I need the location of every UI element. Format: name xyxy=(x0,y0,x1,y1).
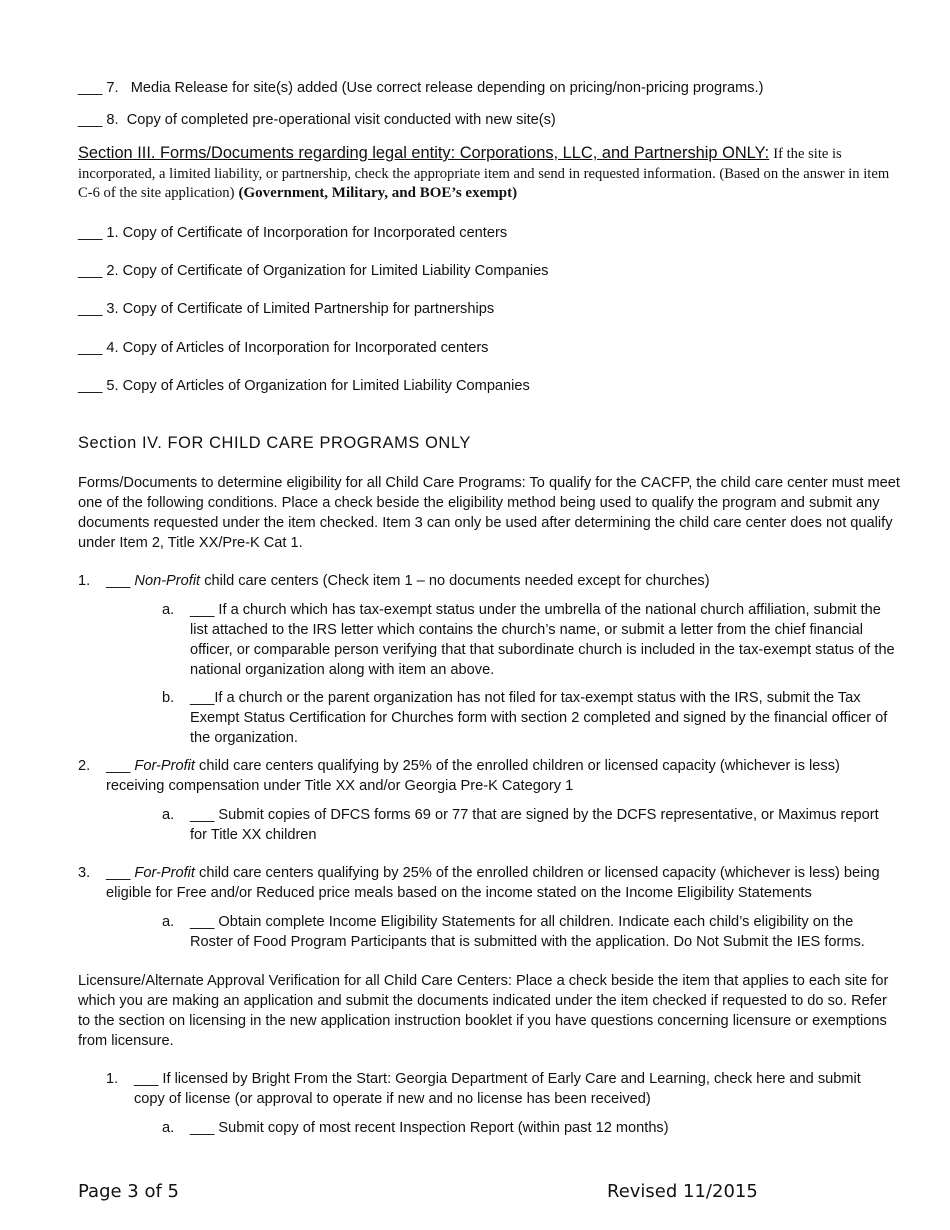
licensure-item-1a-letter: a. xyxy=(162,1120,175,1136)
licensure-item-1a: ___ Submit copy of most recent Inspection Report (within past 12 months) xyxy=(190,1120,669,1136)
section-3-header xyxy=(78,144,900,204)
eligibility-intro: Forms/Documents to determine eligibility for all Child Care Programs: To qualify for the CACFP, the child care center must meet one of the following conditions. Place a check beside the eligibility method being used to qualify the program and submit any documents requested under the item checked. Item 3 can only be used after determining the child care center does not qualify under Item 2, Title XX/Pre-K Cat 1. xyxy=(78,475,900,551)
section-3-intro: If the site is incorporated, a limited liability, or partnership, check the appropriate item and send in requested information. (Based on the answer in item C-6 of the site application) xyxy=(78,146,890,201)
legal-entity-item-2: ___ 2. Copy of Certificate of Organization for Limited Liability Companies xyxy=(78,263,549,279)
item-1a-letter: a. xyxy=(162,602,175,618)
eligibility-item-3a: ___ Obtain complete Income Eligibility Statements for all children. Indicate each child’s eligibility on the Roster of Food Program Participants that is submitted with the application. Do Not Submit the IES forms. xyxy=(190,914,865,950)
section-3-title: Section III. Forms/Documents regarding legal entity: Corporations, LLC, and Partnership ONLY: xyxy=(78,144,770,162)
item-3-number: 3. xyxy=(78,865,91,881)
licensure-intro: Licensure/Alternate Approval Verification for all Child Care Centers: Place a check beside the item that applies to each site for which you are making an application and submit the documents indicated under the item checked if requested to do so. Refer to the section on licensing in the new application instruction booklet if you have questions concerning licensure or exemptions from licensure. xyxy=(78,973,889,1049)
page-number: Page 3 of 5 xyxy=(78,1181,179,1202)
legal-entity-item-1: ___ 1. Copy of Certificate of Incorporation for Incorporated centers xyxy=(78,225,508,241)
legal-entity-item-5: ___ 5. Copy of Articles of Organization for Limited Liability Companies xyxy=(78,378,530,394)
eligibility-item-2: ___ For-Profit child care centers qualifying by 25% of the enrolled children or licensed capacity (whichever is less) receiving compensation under Title XX and/or Georgia Pre-K Category 1 xyxy=(106,758,840,794)
checklist-item-7: ___ 7. Media Release for site(s) added (Use correct release depending on pricing/non-pricing programs.) xyxy=(78,80,764,96)
eligibility-item-1b: ___If a church or the parent organization has not filed for tax-exempt status with the IRS, submit the Tax Exempt Status Certification for Churches form with section 2 completed and signed by the financial officer of the organization. xyxy=(190,690,888,746)
licensure-item-1-number: 1. xyxy=(106,1071,119,1087)
legal-entity-item-3: ___ 3. Copy of Certificate of Limited Partnership for partnerships xyxy=(78,301,495,317)
licensure-item-1: ___ If licensed by Bright From the Start: Georgia Department of Early Care and Learning, check here and submit copy of license (or approval to operate if new and no license has been received) xyxy=(134,1071,861,1107)
legal-entity-item-4: ___ 4. Copy of Articles of Incorporation for Incorporated centers xyxy=(78,340,489,356)
checklist-item-8: ___ 8. Copy of completed pre-operational visit conducted with new site(s) xyxy=(78,112,556,128)
item-2-number: 2. xyxy=(78,758,91,774)
revision-date: Revised 11/2015 xyxy=(607,1181,758,1202)
item-1-number: 1. xyxy=(78,573,91,589)
section-3-exempt-note: (Government, Military, and BOE’s exempt) xyxy=(238,185,518,201)
eligibility-item-2a: ___ Submit copies of DFCS forms 69 or 77 that are signed by the DCFS representative, or Maximus report for Title XX children xyxy=(190,807,879,843)
item-2a-letter: a. xyxy=(162,807,175,823)
eligibility-item-1: ___ Non-Profit child care centers (Check item 1 – no documents needed except for churches) xyxy=(106,573,710,589)
eligibility-item-3: ___ For-Profit child care centers qualifying by 25% of the enrolled children or licensed capacity (whichever is less) being eligible for Free and/or Reduced price meals based on the income stated on the Income Eligibility Statements xyxy=(106,865,880,901)
item-3a-letter: a. xyxy=(162,914,175,930)
eligibility-item-1a: ___ If a church which has tax-exempt status under the umbrella of the national church affiliation, submit the list attached to the IRS letter which contains the church’s name, or submit a letter from the chief financial officer, or comparable person verifying that that subordinate church is included in the tax-exempt status of the national organization along with item an above. xyxy=(190,602,895,678)
section-4-title: Section IV. FOR CHILD CARE PROGRAMS ONLY xyxy=(78,434,471,452)
item-1b-letter: b. xyxy=(162,690,175,706)
